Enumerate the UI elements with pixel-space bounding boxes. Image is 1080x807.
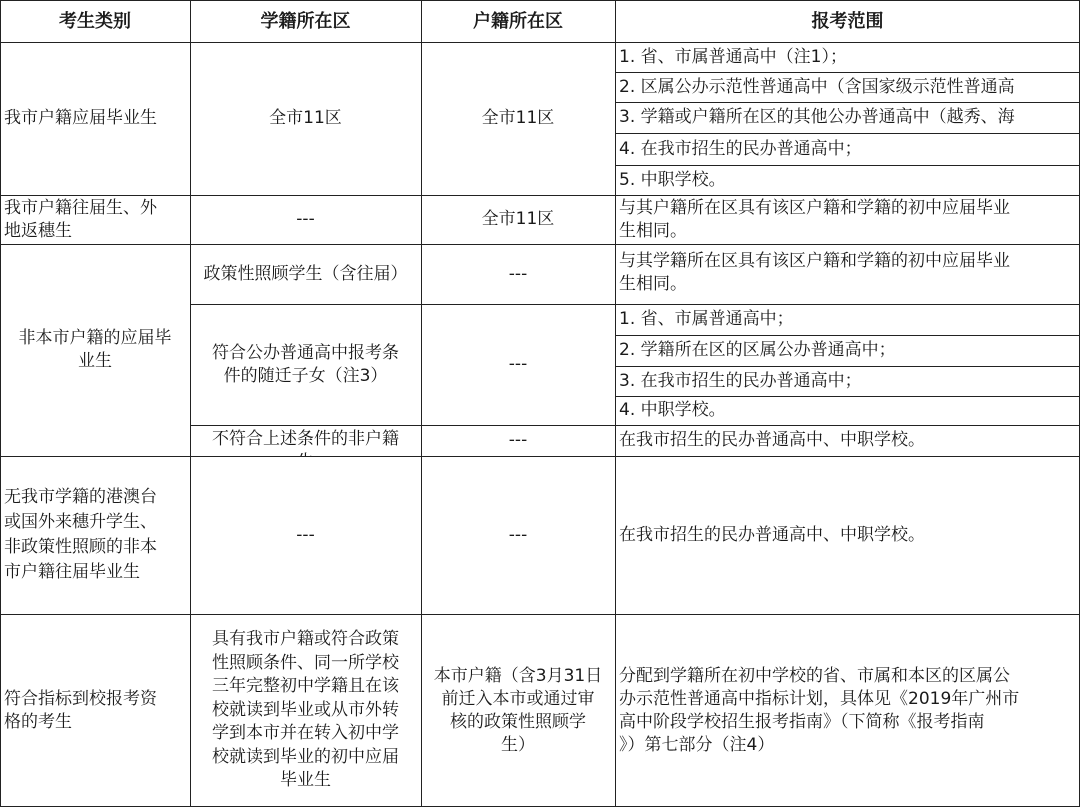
row3-category <box>0 244 190 456</box>
row1-scope-item: 4. 在我市招生的民办普通高中； <box>615 133 1080 165</box>
grid-line <box>0 244 1080 245</box>
grid-line <box>0 0 1080 1</box>
grid-line <box>0 456 1080 457</box>
row3a-huji: --- <box>421 244 615 304</box>
row5-category <box>0 614 190 807</box>
row3b-scope-item: 2. 学籍所在区的区属公办普通高中； <box>615 335 1080 366</box>
header-category: 考生类别 <box>0 0 190 42</box>
grid-line <box>190 304 1080 305</box>
grid-line <box>0 614 1080 615</box>
row4-scope: 在我市招生的民办普通高中、中职学校。 <box>615 456 1080 614</box>
row3b-huji: --- <box>421 304 615 425</box>
row5-xueji <box>190 614 421 807</box>
grid-line <box>0 0 1 807</box>
grid-line <box>190 0 191 807</box>
header-xueji: 学籍所在区 <box>190 0 421 42</box>
row3b-xueji-text: 符合公办普通高中报考条 件的随迁子女（注3） <box>212 342 399 386</box>
row5-huji <box>421 614 615 807</box>
row1-category: 我市户籍应届毕业生 <box>0 42 190 195</box>
row1-scope-item: 3. 学籍或户籍所在区的其他公办普通高中（越秀、海 <box>615 102 1080 133</box>
row3a-scope: 与其学籍所在区具有该区户籍和学籍的初中应届毕业 生相同。 <box>615 244 1080 304</box>
row3b-scope-item: 4. 中职学校。 <box>615 396 1080 425</box>
grid-line <box>615 133 1080 134</box>
grid-line <box>615 335 1080 336</box>
grid-line <box>615 396 1080 397</box>
row3c-huji: --- <box>421 425 615 456</box>
row1-scope-item: 2. 区属公办示范性普通高中（含国家级示范性普通高 <box>615 72 1080 102</box>
row1-scope-item: 5. 中职学校。 <box>615 165 1080 195</box>
row3-category-text: 非本市户籍的应届毕 业生 <box>18 328 172 371</box>
grid-line <box>0 195 1080 196</box>
grid-line <box>615 0 616 807</box>
row3a-xueji: 政策性照顾学生（含往届） <box>190 244 421 304</box>
row4-xueji: --- <box>190 456 421 614</box>
row5-scope <box>615 614 1080 807</box>
grid-line <box>190 425 1080 426</box>
grid-line <box>615 72 1080 73</box>
row5-huji-text: 本市户籍（含3月31日 前迁入本市或通过审 核的政策性照顾学 生） <box>433 665 603 755</box>
row1-huji: 全市11区 <box>421 42 615 195</box>
row4-huji: --- <box>421 456 615 614</box>
grid-line <box>421 0 422 807</box>
row5-category-text: 符合指标到校报考资 格的考生 <box>4 688 157 732</box>
row3b-xueji <box>190 304 421 425</box>
row5-scope-text: 分配到学籍所在初中学校的省、市属和本区的区属公 办示范性普通高中指标计划，具体见《2019年广州市 高中阶段学校招生报考指南》（下简称《报考指南 》）第七部分（注4） <box>619 665 1020 755</box>
row2-huji: 全市11区 <box>421 195 615 244</box>
row3b-scope-item: 3. 在我市招生的民办普通高中； <box>615 366 1080 396</box>
row3b-scope-item: 1. 省、市属普通高中； <box>615 304 1080 335</box>
grid-line <box>615 165 1080 166</box>
row2-scope: 与其户籍所在区具有该区户籍和学籍的初中应届毕业 生相同。 <box>615 195 1080 244</box>
row3c-scope: 在我市招生的民办普通高中、中职学校。 <box>615 425 1080 456</box>
grid-line <box>0 42 1080 43</box>
row2-xueji: --- <box>190 195 421 244</box>
grid-line <box>615 102 1080 103</box>
row4-category-text: 无我市学籍的港澳台 或国外来穗升学生、 非政策性照顾的非本 市户籍往届毕业生 <box>4 487 157 582</box>
header-scope: 报考范围 <box>615 0 1080 42</box>
row5-xueji-text: 具有我市户籍或符合政策 性照顾条件、同一所学校 三年完整初中学籍且在该 校就读到毕业或从市外转 学到本市并在转入初中学 校就读到毕业的初中应届 毕业生 <box>212 629 399 791</box>
row2-category: 我市户籍往届生、外 地返穗生 <box>0 195 190 244</box>
row4-category <box>0 456 190 614</box>
row1-scope-item: 1. 省、市属普通高中（注1）； <box>615 42 1080 72</box>
row3c-xueji: 不符合上述条件的非户籍 <box>190 425 421 456</box>
row1-xueji: 全市11区 <box>190 42 421 195</box>
header-huji: 户籍所在区 <box>421 0 615 42</box>
grid-line <box>615 366 1080 367</box>
